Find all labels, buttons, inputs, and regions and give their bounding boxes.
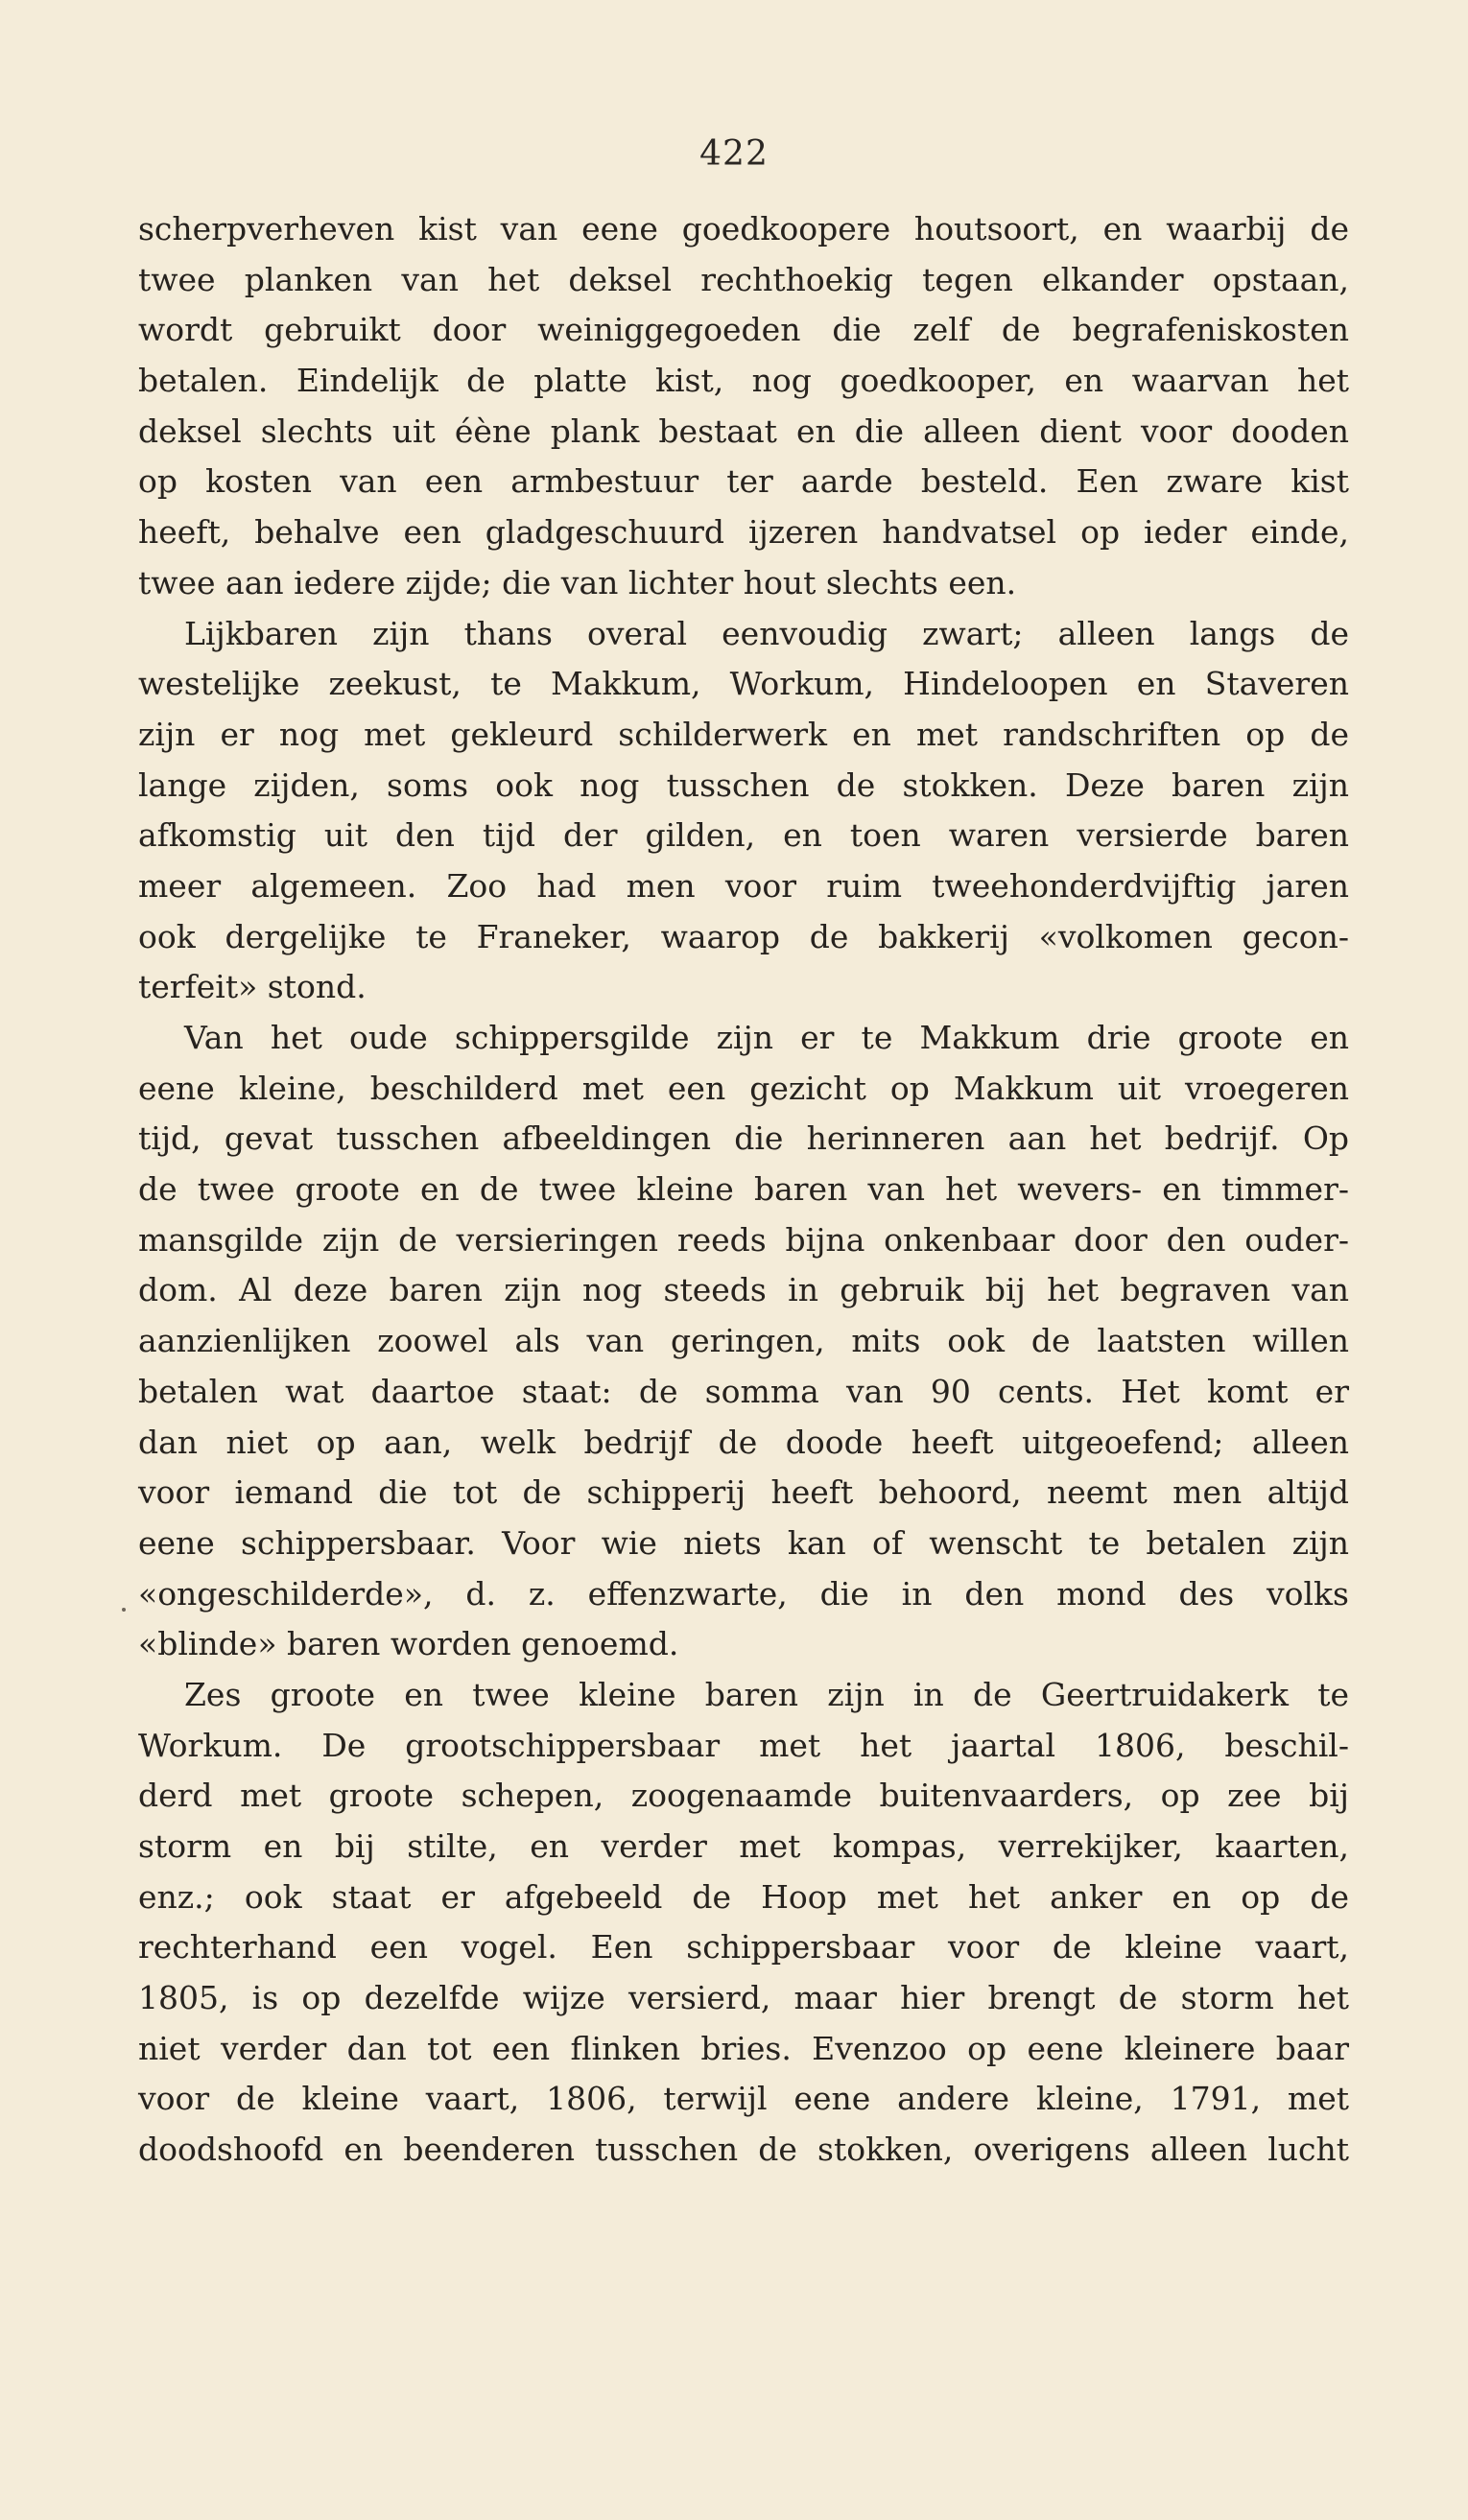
text-line: zijn er nog met gekleurd schilderwerk en met randschriften op de bbox=[138, 715, 1349, 753]
text-line: rechterhand een vogel. Een schippersbaar voor de kleine vaart, bbox=[138, 1928, 1349, 1967]
text-line: wordt gebruikt door weiniggegoeden die zelf de begrafeniskosten bbox=[138, 311, 1349, 349]
text-line: derd met groote schepen, zoogenaamde buitenvaarders, op zee bij bbox=[138, 1777, 1349, 1815]
text-line: voor iemand die tot de schipperij heeft behoord, neemt men altijd bbox=[138, 1473, 1349, 1512]
body-text bbox=[138, 204, 1349, 2176]
text-line: eene kleine, beschilderd met een gezicht op Makkum uit vroegeren bbox=[138, 1069, 1349, 1107]
text-line: niet verder dan tot een flinken bries. Evenzoo op eene kleinere baar bbox=[138, 2029, 1349, 2067]
text-line: ook dergelijke te Franeker, waarop de bakkerij «volkomen gecon- bbox=[138, 917, 1349, 955]
page-number: 422 bbox=[699, 134, 769, 174]
text-line: scherpverheven kist van eene goedkoopere houtsoort, en waarbij de bbox=[138, 210, 1349, 247]
text-line: heeft, behalve een gladgeschuurd ijzeren handvatsel op ieder einde, bbox=[138, 513, 1349, 552]
text-line: betalen. Eindelijk de platte kist, nog goedkooper, en waarvan het bbox=[138, 362, 1349, 400]
text-line: «blinde» baren worden genoemd. bbox=[138, 1625, 679, 1663]
text-line: storm en bij stilte, en verder met kompas, verrekijker, kaarten, bbox=[138, 1827, 1349, 1865]
text-line: terfeit» stond. bbox=[138, 968, 367, 1006]
text-line: Workum. De grootschippersbaar met het jaartal 1806, beschil- bbox=[138, 1726, 1349, 1764]
paper-speck bbox=[122, 1608, 126, 1612]
text-line: dan niet op aan, welk bedrijf de doode heeft uitgeoefend; alleen bbox=[138, 1423, 1349, 1461]
text-line: Van het oude schippersgilde zijn er te Makkum drie groote en bbox=[184, 1019, 1349, 1056]
text-line: betalen wat daartoe staat: de somma van 90 cents. Het komt er bbox=[138, 1372, 1349, 1410]
text-line: afkomstig uit den tijd der gilden, en toen waren versierde baren bbox=[138, 816, 1349, 855]
text-line: eene schippersbaar. Voor wie niets kan of wenscht te betalen zijn bbox=[138, 1523, 1349, 1562]
text-line: Zes groote en twee kleine baren zijn in de Geertruidakerk te bbox=[184, 1675, 1349, 1713]
text-line: enz.; ook staat er afgebeeld de Hoop met het anker en op de bbox=[138, 1877, 1349, 1916]
text-line: dom. Al deze baren zijn nog steeds in gebruik bij het begraven van bbox=[138, 1271, 1349, 1309]
text-line: mansgilde zijn de versieringen reeds bijna onkenbaar door den ouder- bbox=[138, 1220, 1349, 1259]
text-line: meer algemeen. Zoo had men voor ruim tweehonderdvijftig jaren bbox=[138, 866, 1349, 905]
text-line: op kosten van een armbestuur ter aarde besteld. Een zware kist bbox=[138, 462, 1349, 501]
text-line: voor de kleine vaart, 1806, terwijl eene andere kleine, 1791, met bbox=[138, 2080, 1349, 2118]
text-line: 1805, is op dezelfde wijze versierd, maar hier brengt de storm het bbox=[138, 1979, 1349, 2017]
text-line: lange zijden, soms ook nog tusschen de stokken. Deze baren zijn bbox=[138, 765, 1349, 804]
text-line: doodshoofd en beenderen tusschen de stokken, overigens alleen lucht bbox=[138, 2131, 1349, 2169]
text-line: de twee groote en de twee kleine baren van het wevers- en timmer- bbox=[138, 1170, 1349, 1209]
text-line: twee aan iedere zijde; die van lichter hout slechts een. bbox=[138, 563, 1017, 601]
text-line: tijd, gevat tusschen afbeeldingen die herinneren aan het bedrijf. Op bbox=[138, 1119, 1349, 1158]
text-line: deksel slechts uit éène plank bestaat en die alleen dient voor dooden bbox=[138, 412, 1349, 450]
text-line: Lijkbaren zijn thans overal eenvoudig zwart; alleen langs de bbox=[184, 614, 1349, 652]
text-line: «ongeschilderde», d. z. effenzwarte, die in den mond des volks bbox=[138, 1574, 1349, 1613]
text-line: aanzienlijken zoowel als van geringen, mits ook de laatsten willen bbox=[138, 1322, 1349, 1360]
text-line: twee planken van het deksel rechthoekig tegen elkander opstaan, bbox=[138, 260, 1349, 298]
text-line: westelijke zeekust, te Makkum, Workum, Hindeloopen en Staveren bbox=[138, 665, 1349, 703]
